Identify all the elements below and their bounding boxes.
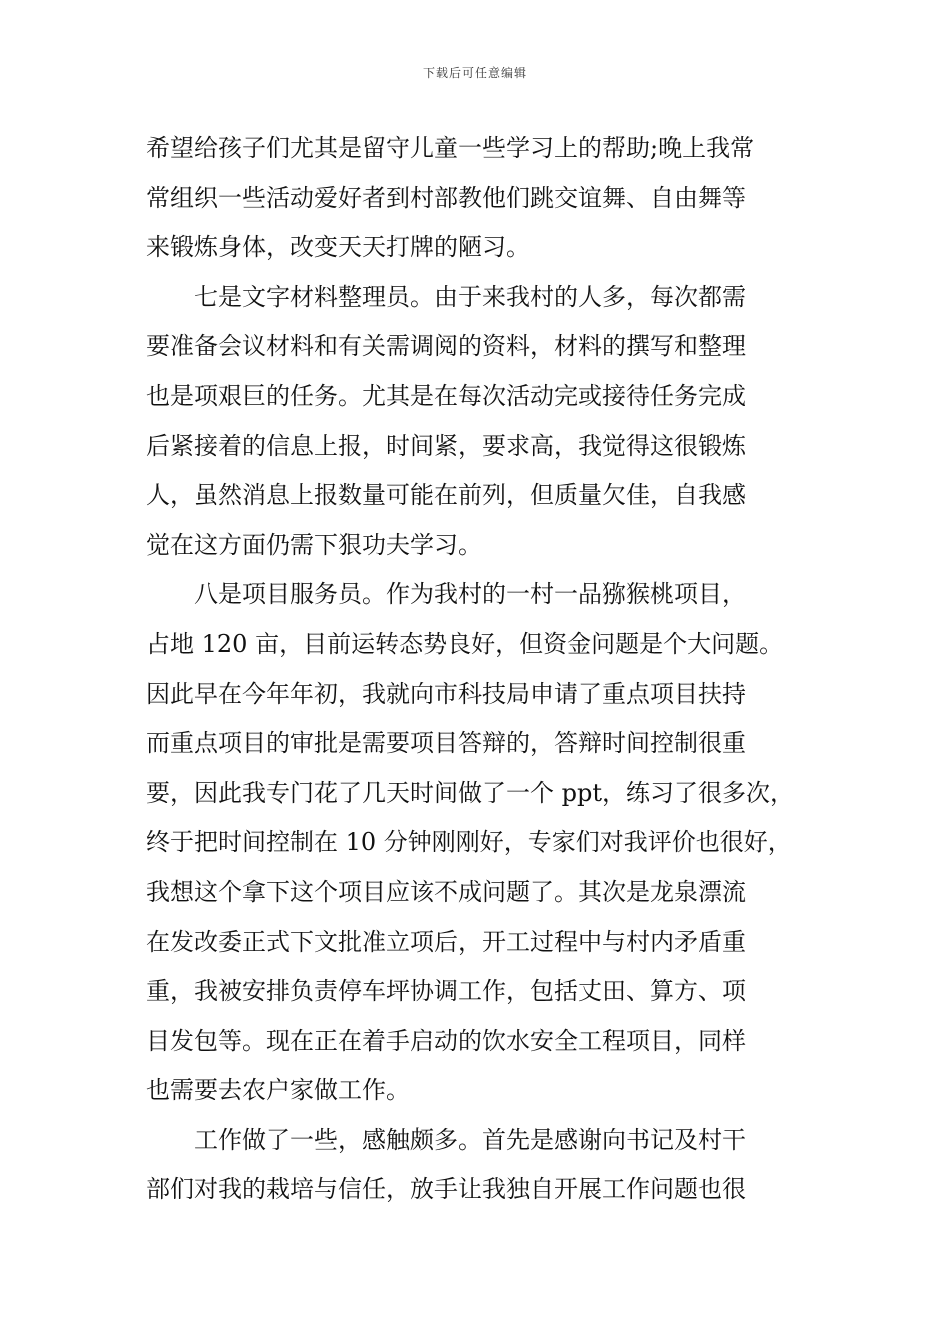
text-line: 七是文字材料整理员。由于来我村的人多，每次都需 (194, 282, 746, 311)
text-line: 觉在这方面仍需下狠功夫学习。 (146, 530, 482, 559)
paragraph (146, 273, 810, 571)
document-body (146, 124, 810, 1215)
text-line: 因此早在今年年初，我就向市科技局申请了重点项目扶持 (146, 679, 746, 708)
page-header: 下载后可任意编辑 (422, 66, 527, 80)
text-line: 我想这个拿下这个项目应该不成问题了。其次是龙泉漂流 (146, 877, 746, 906)
text-line: 终于把时间控制在 10 分钟刚刚好，专家们对我评价也很好， (146, 828, 792, 857)
text-line: 八是项目服务员。作为我村的一村一品猕猴桃项目， (194, 580, 746, 609)
text-line: 常组织一些活动爱好者到村部教他们跳交谊舞、自由舞等 (146, 183, 746, 212)
text-line: 目发包等。现在正在着手启动的饮水安全工程项目，同样 (146, 1026, 746, 1055)
paragraph (146, 124, 810, 273)
text-line: 要准备会议材料和有关需调阅的资料，材料的撰写和整理 (146, 332, 746, 361)
text-line: 重，我被安排负责停车坪协调工作，包括丈田、算方、项 (146, 977, 746, 1006)
text-line: 希望给孩子们尤其是留守儿童一些学习上的帮助;晚上我常 (146, 134, 755, 162)
text-line: 也是项艰巨的任务。尤其是在每次活动完或接待任务完成 (146, 381, 746, 410)
text-line: 工作做了一些，感触颇多。首先是感谢向书记及村干 (194, 1125, 746, 1154)
text-line: 也需要去农户家做工作。 (146, 1076, 410, 1105)
text-line: 在发改委正式下文批准立项后，开工过程中与村内矛盾重 (146, 927, 746, 956)
text-line: 要，因此我专门花了几天时间做了一个 ppt，练习了很多次， (146, 778, 794, 807)
text-line: 后紧接着的信息上报，时间紧，要求高，我觉得这很锻炼 (146, 431, 746, 460)
text-line: 而重点项目的审批是需要项目答辩的，答辩时间控制很重 (146, 729, 746, 758)
paragraph (146, 570, 810, 1116)
text-line: 部们对我的栽培与信任，放手让我独自开展工作问题也很 (146, 1175, 746, 1204)
text-line: 人，虽然消息上报数量可能在前列，但质量欠佳，自我感 (146, 481, 746, 510)
text-line: 来锻炼身体，改变天天打牌的陋习。 (146, 233, 530, 262)
text-line: 占地 120 亩，目前运转态势良好，但资金问题是个大问题。 (146, 629, 784, 658)
paragraph (146, 1116, 810, 1215)
